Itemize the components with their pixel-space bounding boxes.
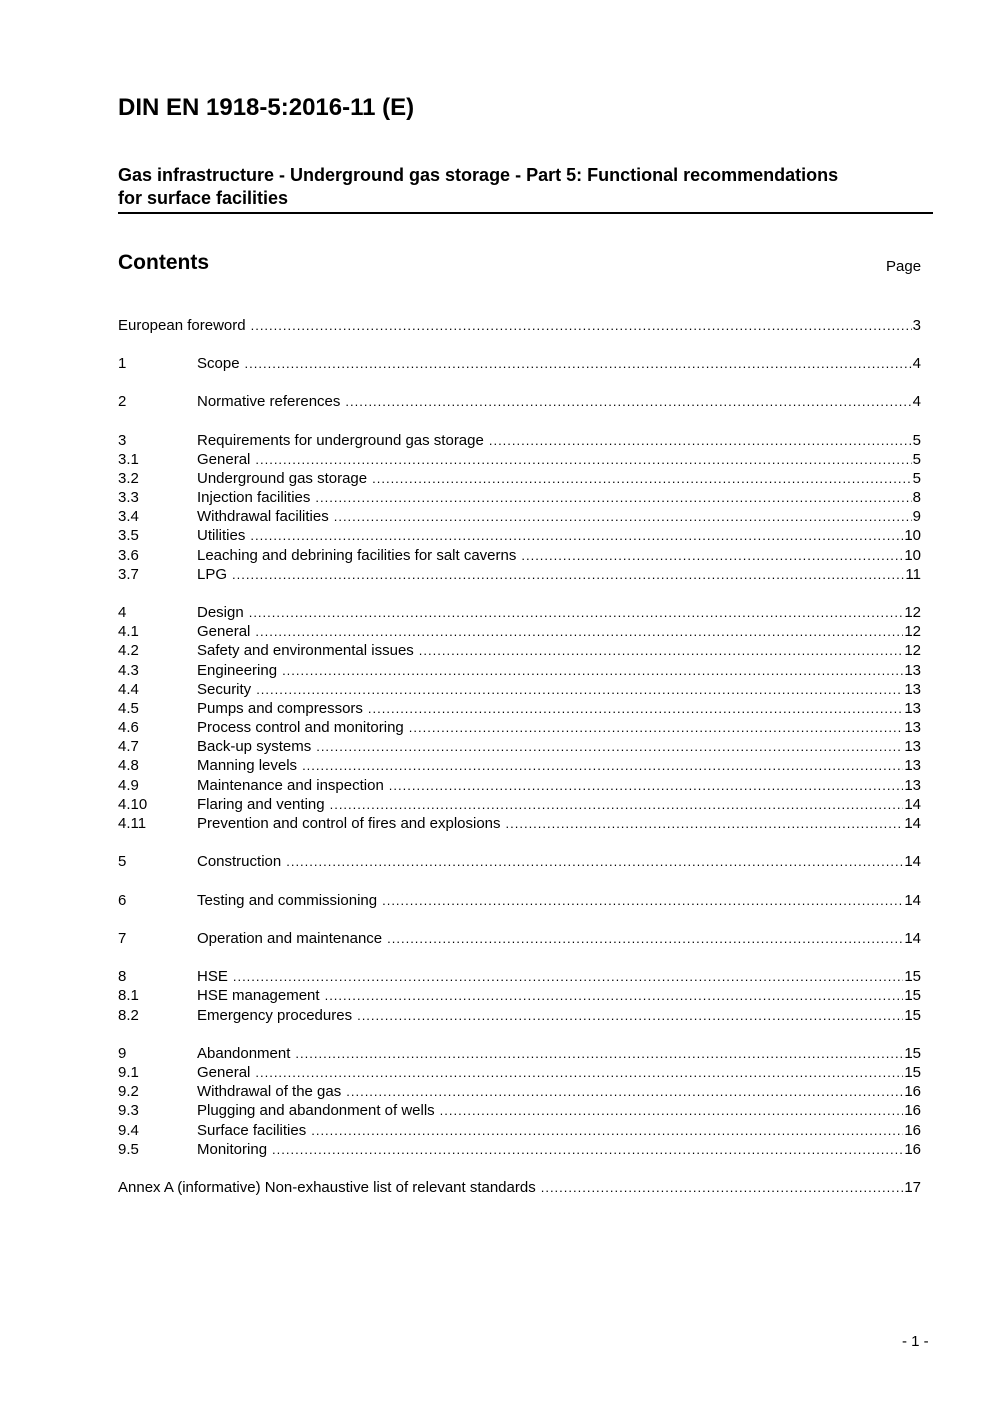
toc-entry-number: 9 — [118, 1045, 127, 1062]
toc-dot-leader — [256, 680, 903, 699]
toc-dot-leader — [409, 718, 904, 737]
toc-dot-leader — [419, 641, 904, 660]
document-id: DIN EN 1918-5:2016-11 (E) — [118, 94, 415, 121]
toc-entry-page: 16 — [904, 1141, 921, 1158]
toc-entry-number: 4.3 — [118, 662, 139, 679]
toc-entry-page: 13 — [904, 662, 921, 679]
toc-entry-page: 13 — [904, 777, 921, 794]
toc-entry-title: Testing and commissioning — [197, 892, 378, 909]
toc-entry-title: European foreword — [118, 317, 246, 334]
toc-entry-title: HSE — [197, 968, 228, 985]
toc-entry-page: 5 — [912, 451, 921, 468]
toc-entry-number: 8.2 — [118, 1007, 139, 1024]
toc-dot-leader — [346, 1082, 903, 1101]
toc-entry[interactable] — [118, 622, 921, 641]
toc-entry-title: Flaring and venting — [197, 796, 325, 813]
toc-entry-page: 16 — [904, 1102, 921, 1119]
toc-entry[interactable] — [118, 852, 921, 871]
toc-entry[interactable] — [118, 469, 921, 488]
toc-entry-number: 3.1 — [118, 451, 139, 468]
toc-entry[interactable] — [118, 316, 921, 335]
toc-entry-page: 12 — [904, 642, 921, 659]
toc-entry-title: Operation and maintenance — [197, 930, 383, 947]
toc-entry-page: 17 — [904, 1179, 921, 1196]
toc-entry-number: 4.7 — [118, 738, 139, 755]
toc-entry-page: 4 — [912, 355, 921, 372]
toc-dot-leader — [255, 450, 911, 469]
toc-entry-page: 11 — [905, 566, 921, 583]
toc-dot-leader — [506, 814, 904, 833]
toc-entry[interactable] — [118, 1082, 921, 1101]
toc-entry[interactable] — [118, 1006, 921, 1025]
toc-entry-title: Injection facilities — [197, 489, 311, 506]
toc-entry-page: 15 — [904, 1045, 921, 1062]
toc-entry[interactable] — [118, 526, 921, 545]
toc-entry-page: 13 — [904, 700, 921, 717]
toc-entry-number: 3.5 — [118, 527, 139, 544]
toc-entry-page: 5 — [912, 470, 921, 487]
toc-entry-number: 7 — [118, 930, 127, 947]
toc-dot-leader — [249, 603, 904, 622]
toc-dot-leader — [316, 737, 903, 756]
toc-entry-page: 10 — [904, 527, 921, 544]
toc-dot-leader — [311, 1121, 903, 1140]
toc-entry-title: Normative references — [197, 393, 341, 410]
footer-page-number: - 1 - — [902, 1333, 929, 1350]
toc-entry-number: 4.10 — [118, 796, 148, 813]
toc-entry-title: Design — [197, 604, 244, 621]
toc-entry-title: Underground gas storage — [197, 470, 368, 487]
toc-dot-leader — [233, 967, 903, 986]
toc-entry-title: Back-up systems — [197, 738, 312, 755]
toc-entry-page: 15 — [904, 1064, 921, 1081]
toc-entry[interactable] — [118, 1178, 921, 1197]
toc-dot-leader — [232, 565, 904, 584]
toc-entry-page: 16 — [904, 1122, 921, 1139]
toc-entry-title: Utilities — [197, 527, 246, 544]
toc-entry[interactable] — [118, 546, 921, 565]
toc-dot-leader — [255, 622, 903, 641]
toc-entry-page: 13 — [904, 719, 921, 736]
toc-entry-title: Requirements for underground gas storage — [197, 432, 484, 449]
toc-entry[interactable] — [118, 603, 921, 622]
toc-entry-number: 4.5 — [118, 700, 139, 717]
document-title-line-2: for surface facilities — [118, 188, 289, 208]
toc-entry[interactable] — [118, 680, 921, 699]
toc-entry-title: Construction — [197, 853, 282, 870]
toc-entry-title: Leaching and debrining facilities for salt caverns — [197, 547, 517, 564]
toc-dot-leader — [325, 986, 904, 1005]
toc-entry-title: Plugging and abandonment of wells — [197, 1102, 435, 1119]
toc-entry-number: 4.9 — [118, 777, 139, 794]
toc-entry[interactable] — [118, 776, 921, 795]
toc-dot-leader — [250, 526, 903, 545]
toc-entry[interactable] — [118, 718, 921, 737]
toc-entry-page: 13 — [904, 681, 921, 698]
toc-entry-number: 4.6 — [118, 719, 139, 736]
toc-entry-title: Engineering — [197, 662, 278, 679]
toc-dot-leader — [245, 354, 912, 373]
toc-entry-number: 3 — [118, 432, 127, 449]
toc-dot-leader — [334, 507, 912, 526]
toc-dot-leader — [440, 1101, 904, 1120]
toc-entry[interactable] — [118, 1121, 921, 1140]
toc-entry-page: 5 — [912, 432, 921, 449]
toc-entry-number: 9.3 — [118, 1102, 139, 1119]
toc-entry[interactable] — [118, 814, 921, 833]
toc-entry[interactable] — [118, 354, 921, 373]
toc-entry-number: 4.1 — [118, 623, 139, 640]
toc-entry-number: 8.1 — [118, 987, 139, 1004]
toc-dot-leader — [541, 1178, 904, 1197]
toc-entry-number: 3.4 — [118, 508, 139, 525]
toc-entry-title: Withdrawal of the gas — [197, 1083, 342, 1100]
toc-entry-page: 14 — [904, 892, 921, 909]
toc-entry-title: Maintenance and inspection — [197, 777, 384, 794]
toc-entry-page: 16 — [904, 1083, 921, 1100]
toc-entry-page: 15 — [904, 968, 921, 985]
page-column-heading: Page — [886, 258, 922, 275]
toc-entry-number: 2 — [118, 393, 127, 410]
toc-entry-title: Safety and environmental issues — [197, 642, 414, 659]
toc-dot-leader — [357, 1006, 903, 1025]
toc-entry-title: Abandonment — [197, 1045, 291, 1062]
toc-entry-page: 12 — [904, 623, 921, 640]
toc-dot-leader — [302, 756, 903, 775]
toc-entry-page: 14 — [904, 796, 921, 813]
toc-dot-leader — [315, 488, 911, 507]
toc-entry[interactable] — [118, 641, 921, 660]
toc-entry[interactable] — [118, 392, 921, 411]
document-title-line-1: Gas infrastructure - Underground gas storage - Part 5: Functional recommendations — [118, 165, 839, 185]
toc-entry[interactable] — [118, 967, 921, 986]
toc-entry[interactable] — [118, 488, 921, 507]
toc-dot-leader — [489, 431, 912, 450]
toc-entry-number: 3.2 — [118, 470, 139, 487]
toc-entry-title: Surface facilities — [197, 1122, 307, 1139]
toc-entry[interactable] — [118, 431, 921, 450]
toc-entry-page: 15 — [904, 987, 921, 1004]
toc-dot-leader — [521, 546, 903, 565]
toc-dot-leader — [382, 891, 903, 910]
toc-entry-title: Manning levels — [197, 757, 298, 774]
toc-entry-title: HSE management — [197, 987, 320, 1004]
toc-entry[interactable] — [118, 507, 921, 526]
toc-entry-page: 10 — [904, 547, 921, 564]
toc-entry-number: 4.2 — [118, 642, 139, 659]
toc-entry-title: Scope — [197, 355, 240, 372]
toc-dot-leader — [255, 1063, 903, 1082]
toc-entry-number: 3.7 — [118, 566, 139, 583]
toc-entry[interactable] — [118, 450, 921, 469]
toc-entry-number: 8 — [118, 968, 127, 985]
toc-entry-number: 9.2 — [118, 1083, 139, 1100]
toc-entry-title: Process control and monitoring — [197, 719, 404, 736]
toc-entry-page: 12 — [904, 604, 921, 621]
toc-dot-leader — [295, 1044, 903, 1063]
toc-entry-title: Pumps and compressors — [197, 700, 363, 717]
toc-dot-leader — [387, 929, 903, 948]
toc-entry-number: 4 — [118, 604, 127, 621]
toc-entry-title: Prevention and control of fires and explosions — [197, 815, 501, 832]
toc-dot-leader — [389, 776, 904, 795]
toc-entry[interactable] — [118, 1063, 921, 1082]
toc-entry-page: 13 — [904, 738, 921, 755]
toc-dot-leader — [272, 1140, 903, 1159]
toc-entry-title: Withdrawal facilities — [197, 508, 329, 525]
toc-entry-number: 3.3 — [118, 489, 139, 506]
toc-entry-title: Emergency procedures — [197, 1007, 353, 1024]
toc-entry-number: 9.1 — [118, 1064, 139, 1081]
toc-entry-number: 9.4 — [118, 1122, 139, 1139]
toc-entry-title: General — [197, 451, 251, 468]
toc-entry-number: 9.5 — [118, 1141, 139, 1158]
toc-entry[interactable] — [118, 661, 921, 680]
toc-entry-page: 3 — [912, 317, 921, 334]
toc-entry-title: Annex A (informative) Non-exhaustive list of relevant standards — [118, 1179, 536, 1196]
toc-entry[interactable] — [118, 929, 921, 948]
toc-entry-number: 6 — [118, 892, 127, 909]
toc-entry-title: LPG — [197, 566, 228, 583]
toc-entry-number: 4.11 — [118, 815, 147, 832]
toc-entry-number: 4.4 — [118, 681, 139, 698]
toc-entry-page: 15 — [904, 1007, 921, 1024]
toc-entry-page: 13 — [904, 757, 921, 774]
toc-entry-page: 14 — [904, 930, 921, 947]
toc-entry[interactable] — [118, 891, 921, 910]
toc-entry[interactable] — [118, 986, 921, 1005]
toc-dot-leader — [368, 699, 903, 718]
toc-entry-page: 14 — [904, 815, 921, 832]
toc-entry-title: Monitoring — [197, 1141, 268, 1158]
toc-entry-title: General — [197, 623, 251, 640]
toc-entry-page: 4 — [912, 393, 921, 410]
toc-entry[interactable] — [118, 737, 921, 756]
toc-entry[interactable] — [118, 1140, 921, 1159]
toc-entry-number: 3.6 — [118, 547, 139, 564]
toc-entry[interactable] — [118, 795, 921, 814]
toc-dot-leader — [330, 795, 904, 814]
toc-entry-page: 8 — [912, 489, 921, 506]
toc-entry[interactable] — [118, 1101, 921, 1120]
toc-entry[interactable] — [118, 756, 921, 775]
toc-entry-number: 1 — [118, 355, 127, 372]
toc-entry-page: 14 — [904, 853, 921, 870]
contents-heading: Contents — [118, 251, 209, 274]
toc-entry-title: Security — [197, 681, 252, 698]
toc-entry[interactable] — [118, 1044, 921, 1063]
toc-entry-page: 9 — [912, 508, 921, 525]
toc-entry-number: 5 — [118, 853, 127, 870]
toc-dot-leader — [282, 661, 903, 680]
toc-dot-leader — [345, 392, 911, 411]
toc-dot-leader — [372, 469, 912, 488]
toc-entry-number: 4.8 — [118, 757, 139, 774]
toc-entry[interactable] — [118, 565, 921, 584]
toc-entry[interactable] — [118, 699, 921, 718]
toc-dot-leader — [286, 852, 903, 871]
toc-entry-title: General — [197, 1064, 251, 1081]
toc-dot-leader — [251, 316, 912, 335]
